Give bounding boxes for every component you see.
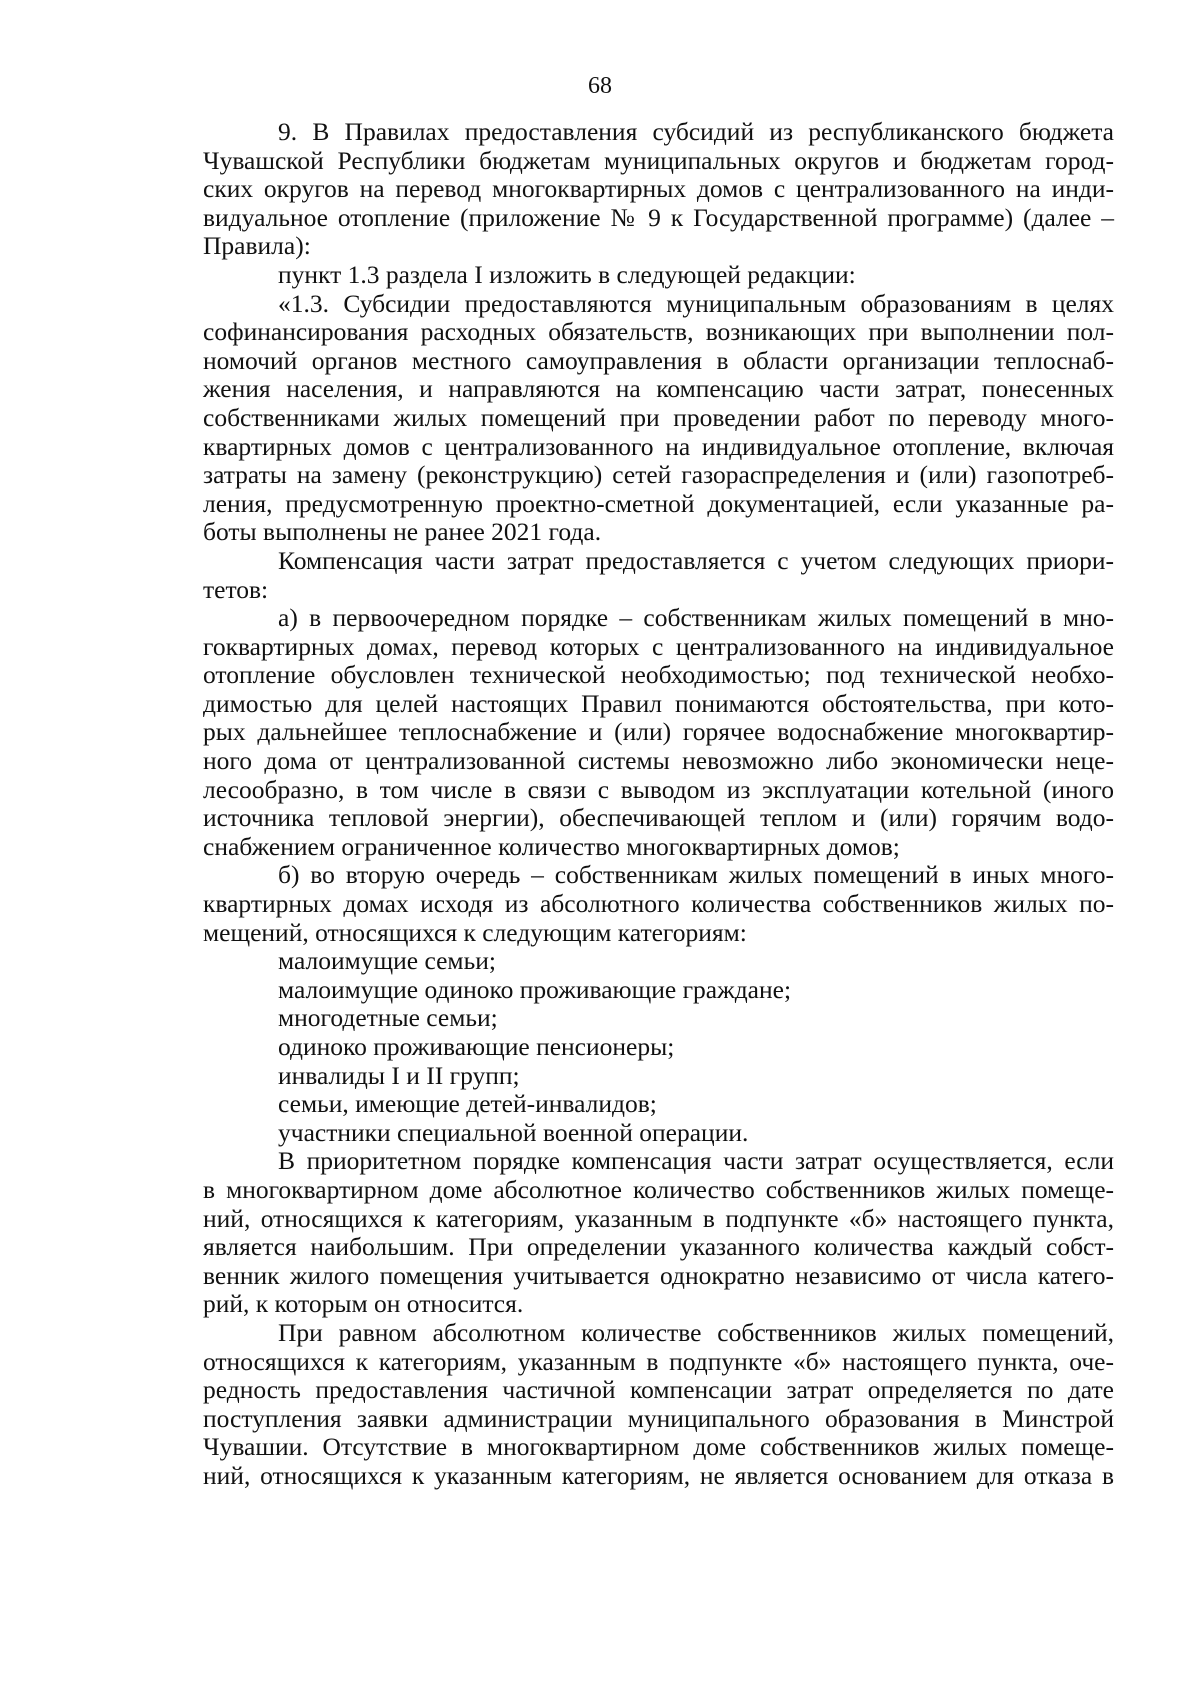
category-list-item: многодетные семьи; <box>278 1003 498 1033</box>
page-number: 68 <box>588 73 612 99</box>
paragraph-4-line-6: лесообразно, в том числе в связи с выводом из эксплуатации котельной (иного <box>203 774 1114 804</box>
paragraph-4-line-4: рых дальнейшее теплоснабжение и (или) горячее водоснабжение многоквартир- <box>203 717 1114 747</box>
closing-paragraph-0-line-0: В приоритетном порядке компенсация части затрат осуществляется, если <box>278 1146 1114 1176</box>
paragraph-4-line-0: а) в первоочередном порядке – собственникам жилых помещений в мно- <box>278 603 1114 633</box>
paragraph-3-line-1: тетов: <box>203 574 269 604</box>
category-list-item: участники специальной военной операции. <box>278 1117 749 1147</box>
closing-paragraph-0-line-3: является наибольшим. При определении указанного количества каждый собст- <box>203 1232 1114 1262</box>
paragraph-5-line-1: квартирных домах исходя из абсолютного количества собственников жилых по- <box>203 889 1114 919</box>
closing-paragraph-0-line-2: ний, относящихся к категориям, указанным в подпункте «б» настоящего пункта, <box>203 1203 1114 1233</box>
closing-paragraph-0-line-5: рий, к которым он относится. <box>203 1289 524 1319</box>
paragraph-2-line-0: «1.3. Субсидии предоставляются муниципальным образованиям в целях <box>278 288 1114 318</box>
paragraph-4-line-5: ного дома от централизованной системы невозможно либо экономически неце- <box>203 746 1114 776</box>
paragraph-2-line-6: затраты на замену (реконструкцию) сетей газораспределения и (или) газопотреб- <box>203 460 1114 490</box>
category-list-item: одиноко проживающие пенсионеры; <box>278 1032 675 1061</box>
paragraph-2-line-7: ления, предусмотренную проектно-сметной документацией, если указанные ра- <box>203 488 1114 518</box>
category-list-item: семьи, имеющие детей-инвалидов; <box>278 1089 657 1119</box>
paragraph-2-line-1: софинансирования расходных обязательств, возникающих при выполнении пол- <box>203 317 1114 347</box>
paragraph-2-line-3: жения населения, и направляются на компенсацию части затрат, понесенных <box>203 374 1114 404</box>
closing-paragraph-1-line-0: При равном абсолютном количестве собственников жилых помещений, <box>278 1317 1114 1347</box>
paragraph-4-line-3: димостью для целей настоящих Правил понимаются обстоятельства, при кото- <box>203 688 1114 718</box>
document-body <box>203 118 1114 1491</box>
paragraph-5-line-0: б) во вторую очередь – собственникам жилых помещений в иных много- <box>278 860 1114 890</box>
closing-paragraph-1-line-2: редность предоставления частичной компенсации затрат определяется по дате <box>203 1375 1114 1405</box>
closing-paragraph-0-line-1: в многоквартирном доме абсолютное количество собственников жилых помеще- <box>203 1174 1114 1204</box>
paragraph-3-line-0: Компенсация части затрат предоставляется с учетом следующих приори- <box>278 545 1114 575</box>
paragraph-2-line-5: квартирных домов с централизованного на индивидуальное отопление, включая <box>203 431 1114 461</box>
paragraph-0-line-4: Правила): <box>203 231 311 261</box>
category-list-item: малоимущие одиноко проживающие граждане; <box>278 974 792 1004</box>
category-list-item: малоимущие семьи; <box>278 946 496 976</box>
paragraph-0-line-2: ских округов на перевод многоквартирных домов с централизованного на инди- <box>203 174 1114 204</box>
paragraph-0-line-3: видуальное отопление (приложение № 9 к Государственной программе) (далее – <box>203 202 1114 232</box>
paragraph-0-line-0: 9. В Правилах предоставления субсидий из республиканского бюджета <box>278 117 1114 146</box>
paragraph-2-line-4: собственниками жилых помещений при проведении работ по переводу много- <box>203 402 1114 432</box>
paragraph-0-line-1: Чувашской Республики бюджетам муниципальных округов и бюджетам город- <box>203 145 1114 175</box>
paragraph-5-line-2: мещений, относящихся к следующим категориям: <box>203 917 747 947</box>
closing-paragraph-1-line-3: поступления заявки администрации муниципального образования в Минстрой <box>203 1403 1114 1433</box>
paragraph-2-line-8: боты выполнены не ранее 2021 года. <box>203 517 602 547</box>
paragraph-4-line-7: источника тепловой энергии), обеспечивающей теплом и (или) горячим водо- <box>203 803 1114 833</box>
closing-paragraph-0-line-4: венник жилого помещения учитывается однократно независимо от числа катего- <box>203 1260 1114 1290</box>
paragraph-4-line-1: гоквартирных домах, перевод которых с централизованного на индивидуальное <box>203 631 1114 661</box>
paragraph-4-line-8: снабжением ограниченное количество многоквартирных домов; <box>203 831 900 861</box>
paragraph-2-line-2: номочий органов местного самоуправления в области организации теплоснаб- <box>203 345 1114 375</box>
category-list-item: инвалиды I и II групп; <box>278 1060 520 1090</box>
paragraph-1-line-0: пункт 1.3 раздела I изложить в следующей редакции: <box>278 259 856 289</box>
closing-paragraph-1-line-5: ний, относящихся к указанным категориям, не является основанием для отказа в <box>203 1460 1114 1490</box>
closing-paragraph-1-line-1: относящихся к категориям, указанным в подпункте «б» настоящего пункта, оче- <box>203 1346 1114 1376</box>
paragraph-4-line-2: отопление обусловлен технической необходимостью; под технической необхо- <box>203 660 1114 690</box>
closing-paragraph-1-line-4: Чувашии. Отсутствие в многоквартирном доме собственников жилых помеще- <box>203 1432 1114 1462</box>
